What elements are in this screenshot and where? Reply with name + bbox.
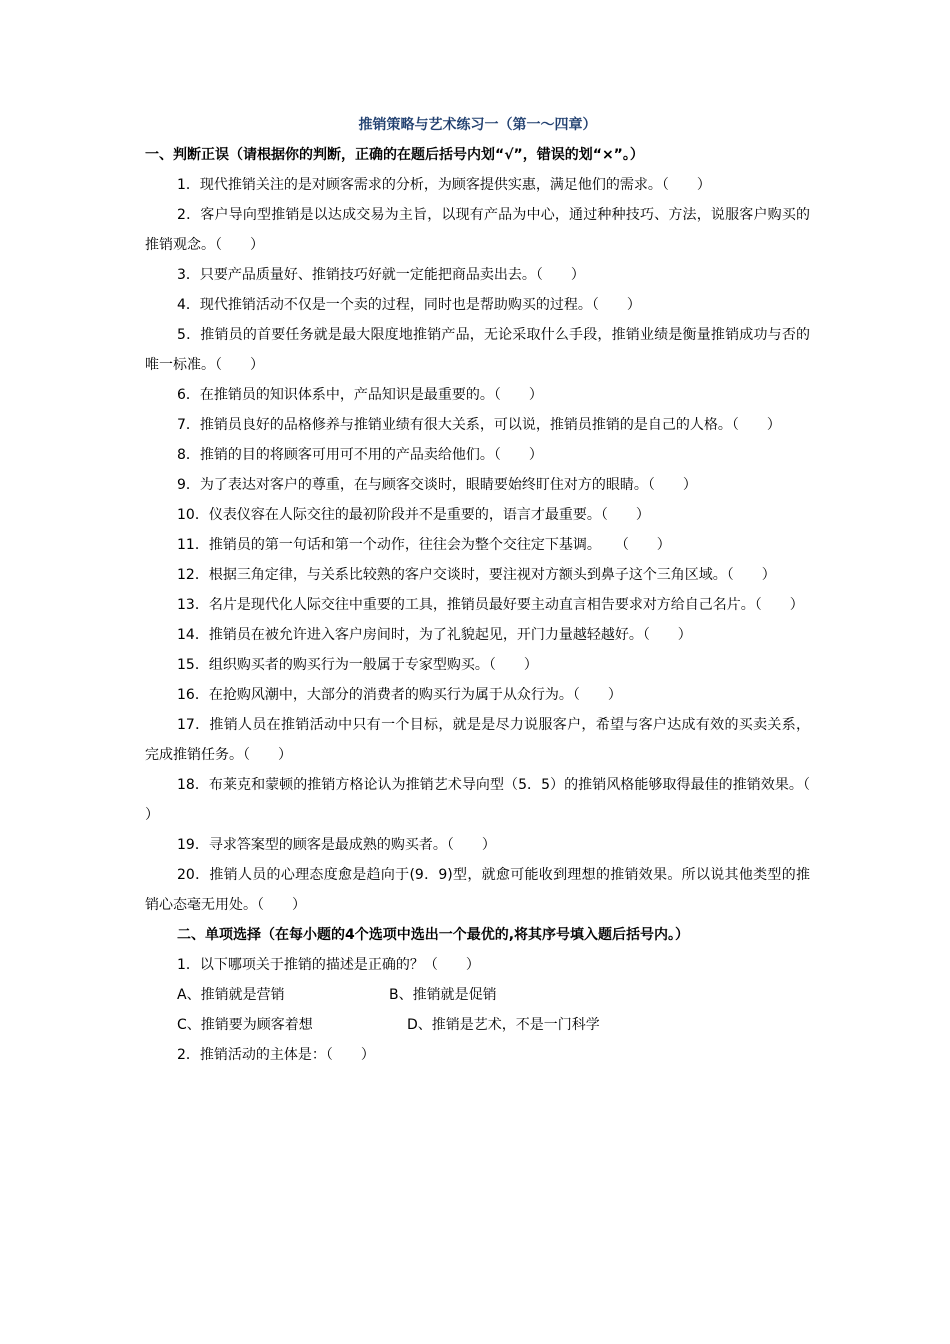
question-9: 9．为了表达对客户的尊重，在与顾客交谈时，眼睛要始终盯住对方的眼睛。（ ） — [177, 477, 697, 493]
option-d: D、推销是艺术，不是一门科学 — [407, 1017, 600, 1033]
option-c: C、推销要为顾客着想 — [177, 1017, 313, 1033]
question-12: 12．根据三角定律，与关系比较熟的客户交谈时，要注视对方额头到鼻子这个三角区域。（ ） — [177, 567, 776, 583]
choice-question-1: 1．以下哪项关于推销的描述是正确的？（ ） — [177, 957, 480, 973]
question-19: 19．寻求答案型的顾客是最成熟的购买者。（ ） — [177, 837, 496, 853]
option-b: B、推销就是促销 — [389, 987, 497, 1003]
choice-question-1-options-row-2 — [145, 1010, 810, 1040]
question-14: 14．推销员在被允许进入客户房间时，为了礼貌起见，开门力量越轻越好。（ ） — [177, 627, 692, 643]
choice-question-1-options-row-1 — [145, 980, 810, 1010]
option-a: A、推销就是营销 — [177, 987, 285, 1003]
question-8: 8．推销的目的将顾客可用可不用的产品卖给他们。（ ） — [177, 447, 543, 463]
question-13: 13．名片是现代化人际交往中重要的工具，推销员最好要主动直言相告要求对方给自己名片。（ ） — [177, 597, 804, 613]
question-10: 10．仪表仪容在人际交往的最初阶段并不是重要的，语言才最重要。（ ） — [177, 507, 650, 523]
question-18: 18．布莱克和蒙顿的推销方格论认为推销艺术导向型（5．5）的推销风格能够取得最佳的推销效果。（ ） — [145, 777, 838, 823]
question-17: 17．推销人员在推销活动中只有一个目标，就是是尽力说服客户，希望与客户达成有效的买卖关系，完成推销任务。（ ） — [145, 717, 810, 763]
question-11: 11．推销员的第一句话和第一个动作，往往会为整个交往定下基调。 （ ） — [177, 537, 671, 553]
question-1: 1．现代推销关注的是对顾客需求的分析，为顾客提供实惠，满足他们的需求。（ ） — [177, 177, 711, 193]
document-page — [145, 110, 838, 1070]
question-2: 2．客户导向型推销是以达成交易为主旨，以现有产品为中心，通过种种技巧、方法，说服客户购买的推销观念。（ ） — [145, 207, 810, 253]
section-heading-multiple-choice: 二、单项选择（在每小题的4个选项中选出一个最优的,将其序号填入题后括号内。） — [177, 927, 690, 943]
question-15: 15．组织购买者的购买行为一般属于专家型购买。（ ） — [177, 657, 538, 673]
true-false-question-list — [145, 170, 838, 920]
question-20: 20．推销人员的心理态度愈是趋向于(9．9)型，就愈可能收到理想的推销效果。所以说其他类型的推销心态毫无用处。（ ） — [145, 867, 810, 913]
question-6: 6．在推销员的知识体系中，产品知识是最重要的。（ ） — [177, 387, 543, 403]
section-heading-true-false: 一、判断正误（请根据你的判断，正确的在题后括号内划“√”，错误的划“×”。） — [145, 147, 644, 163]
question-3: 3．只要产品质量好、推销技巧好就一定能把商品卖出去。（ ） — [177, 267, 585, 283]
question-16: 16．在抢购风潮中，大部分的消费者的购买行为属于从众行为。（ ） — [177, 687, 622, 703]
question-4: 4．现代推销活动不仅是一个卖的过程，同时也是帮助购买的过程。（ ） — [177, 297, 641, 313]
question-7: 7．推销员良好的品格修养与推销业绩有很大关系，可以说，推销员推销的是自己的人格。（ ） — [177, 417, 781, 433]
choice-question-2: 2．推销活动的主体是：（ ） — [177, 1047, 375, 1063]
question-5: 5．推销员的首要任务就是最大限度地推销产品，无论采取什么手段，推销业绩是衡量推销成功与否的唯一标准。（ ） — [145, 327, 810, 373]
document-title: 推销策略与艺术练习一（第一～四章） — [358, 117, 597, 133]
